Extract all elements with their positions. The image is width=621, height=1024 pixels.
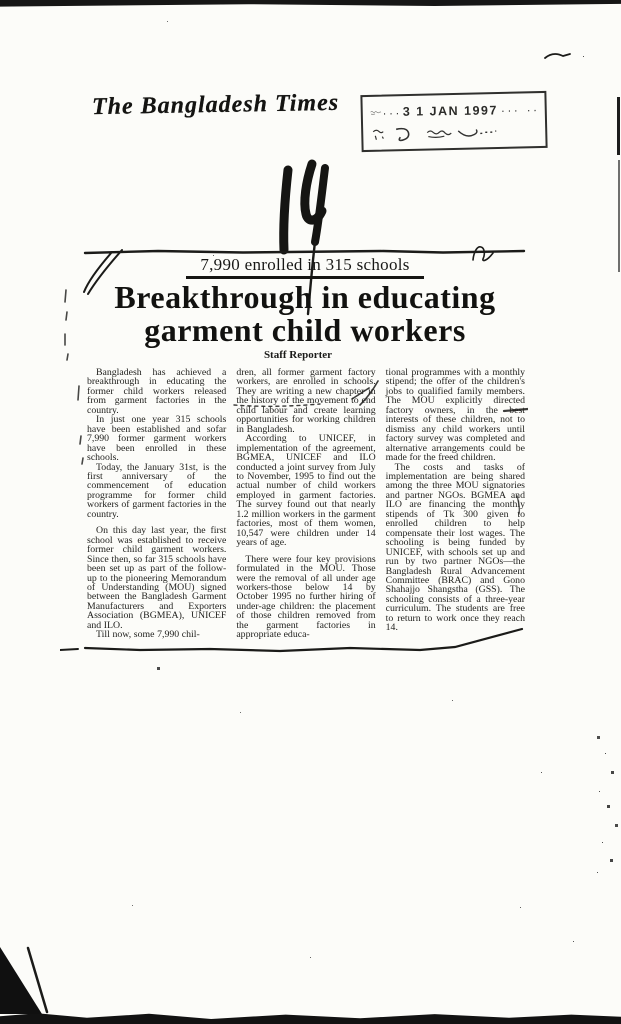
bengali-word-label-icon [424, 127, 454, 140]
stamp-trailing-dots: ... .. [500, 104, 539, 115]
scan-edge-top [0, 0, 621, 7]
masthead-title: The Bangladesh Times [91, 89, 340, 121]
pen-swoosh-icon [390, 125, 424, 144]
pen-tilde-mark [543, 50, 573, 62]
kicker: 7,990 enrolled in 315 schools [186, 255, 423, 279]
article-paragraph: In just one year 315 schools have been established and sofar 7,990 former garment workers have been enrolled in these schools. [87, 414, 227, 464]
article-paragraph: dren, all former garment factory workers, are enrolled in schools. They are writing a new chapter in the history of the movement to end child labour and create learning opportunities for working children in Bangladesh. [236, 367, 376, 435]
article-paragraph: The costs and tasks of implementation are being shared among the three MOU signatories and partner NGOs. BGMEA and ILO are financing the monthly stipends of Tk 300 given to enrolled children to help compensate their lost wages. The schooling is being funded by UNICEF, with schools set up and run by two partner NGOs—the Bangladesh Rural Advancement Committee (BRAC) and Gono Shahajjo Shangstha (GSS). The schooling consists of a three-year curriculum. The students are free to return to work once they reach 14. [385, 461, 525, 634]
article-paragraph: Today, the January 31st, is the first anniversary of the commencement of education programme for former child workers of garment factories in the country. [87, 461, 227, 520]
headline-block [85, 255, 525, 347]
article-column-3 [386, 368, 525, 640]
article-column-1 [87, 368, 226, 640]
pen-swoosh-dots-icon [454, 124, 498, 141]
clipping-top-rule [83, 247, 526, 255]
article-paragraph: tional programmes with a monthly stipend; the offer of the children's jobs to qualified family members. The MOU explicitly directed factory owners, in the best interests of these children, not to dismiss any child workers until factory survey was completed and alternative arrangements could be made for the freed children. [385, 367, 525, 464]
bengali-serial-label-icon [370, 127, 390, 141]
article-column-2 [236, 368, 375, 640]
bengali-date-label-icon [370, 107, 382, 119]
article-paragraph: Bangladesh has achieved a breakthrough in educating the former child workers released from garment factories in the country. [87, 367, 227, 416]
scan-edge-right [617, 97, 620, 155]
headline-line-2: garment child workers [144, 312, 466, 348]
article-paragraph: On this day last year, the first school was established to receive former child garment workers. Since then, so far 315 schools have been set up as part of the follow-up to the pioneering Memorandum of Understanding (MOU) signed between the Bangladesh Garment Manufacturers and Exporters Association (BGMEA), UNICEF and ILO. [87, 525, 227, 631]
stamp-row-serial [370, 120, 539, 146]
clipping-torn-bottom-edge [60, 620, 535, 670]
byline: Staff Reporter [263, 349, 333, 361]
scan-edge-right-lower [618, 160, 620, 272]
scan-noise-speckles [0, 0, 1, 1]
headline-line-1: Breakthrough in educating [114, 279, 496, 315]
article-paragraph: Till now, some 7,990 chil- [96, 629, 200, 641]
article-body [87, 368, 525, 640]
article-paragraph: According to UNICEF, in implementation of the agreement, BGMEA, UNICEF and ILO conducted a joint survey from July to November, 1995 to find out the actual number of child workers employed in garment factories. The survey found out that nearly 1.2 million workers in the garment factories, most of them women, 10,547 were children under 14 years of age. [236, 433, 376, 549]
article-paragraph: There were four key provisions formulated in the MOU. Those were the removal of all under age workers-those below 14 by October 1995 no further hiring of under-age children: the placement of those children removed from the garment factories in appropriate educa- [236, 553, 376, 641]
scan-edge-bottom [0, 1012, 621, 1024]
corner-fold-line [20, 945, 60, 1020]
stamp-leading-dots: ... [381, 107, 402, 118]
stamp-date-text: 3 1 JAN 1997 [403, 103, 499, 119]
date-stamp [360, 91, 547, 152]
